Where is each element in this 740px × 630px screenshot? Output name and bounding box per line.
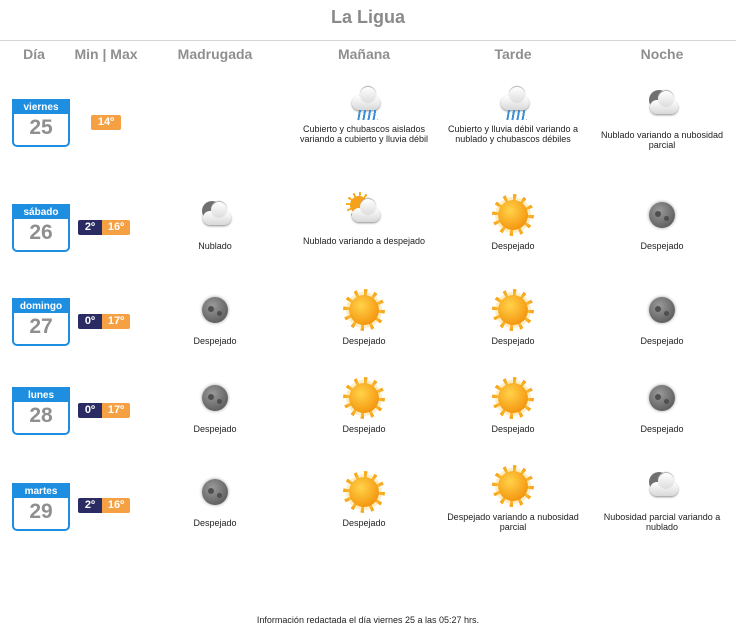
day-badge [12,204,70,252]
moon-icon [642,290,682,330]
temp-min: 2º [78,498,102,513]
day-name: sábado [14,206,68,219]
moon-icon [642,378,682,418]
temperature-range [78,403,130,418]
forecast-description: Despejado [342,424,386,434]
forecast-cell [592,378,732,434]
header-noche: Noche [640,46,684,62]
forecast-cell [294,190,434,246]
day-badge [12,387,70,435]
sun-icon [344,290,384,330]
day-number: 28 [29,404,53,427]
temperature-range [78,314,130,329]
forecast-cell [443,378,583,434]
forecast-cell [443,466,583,532]
sun-icon [344,472,384,512]
forecast-description: Despejado [342,336,386,346]
forecast-description: Nublado variando a despejado [302,236,426,246]
forecast-cell [592,84,732,150]
update-info: Información redactada el día viernes 25 a las 05:27 hrs. [256,615,480,625]
day-name: martes [14,485,68,498]
temperature-range [78,220,130,235]
cloud-rain-icon [344,78,384,118]
day-name: viernes [14,101,68,114]
forecast-cell [145,195,285,251]
cloud-rain-icon [493,78,533,118]
moon-icon [195,472,235,512]
forecast-description: Despejado [193,424,237,434]
forecast-description: Despejado [640,424,684,434]
sun-icon [493,195,533,235]
moon-icon [195,378,235,418]
forecast-description: Cubierto y chubascos aislados variando a cubierto y lluvia débil [299,124,429,144]
day-name: domingo [14,300,68,313]
forecast-description: Despejado [491,241,535,251]
day-number: 26 [29,221,53,244]
day-number: 29 [29,500,53,523]
temp-max: 17º [102,314,130,329]
day-number: 27 [29,315,53,338]
sun-icon [493,378,533,418]
forecast-description: Despejado [640,241,684,251]
forecast-cell [592,195,732,251]
temperature-range [78,115,121,130]
temp-min: 0º [78,403,102,418]
forecast-description: Despejado [193,518,237,528]
page-title: La Ligua [0,0,736,41]
day-badge [12,298,70,346]
temp-max: 16º [102,498,130,513]
forecast-cell [592,290,732,346]
forecast-description: Despejado [342,518,386,528]
forecast-cell [443,195,583,251]
forecast-description: Despejado [491,424,535,434]
forecast-cell [145,378,285,434]
forecast-description: Despejado [640,336,684,346]
header-tarde: Tarde [494,46,532,62]
day-name: lunes [14,389,68,402]
forecast-description: Despejado variando a nubosidad parcial [447,512,579,532]
moon-cloud-icon [195,195,235,235]
forecast-cell [443,78,583,144]
forecast-description: Nublado [198,241,232,251]
header-madrugada: Madrugada [177,46,253,62]
forecast-cell [294,378,434,434]
header-minmax: Min | Max [74,46,138,62]
forecast-cell [145,472,285,528]
moon-cloud-icon [642,466,682,506]
forecast-description: Cubierto y lluvia débil variando a nublado y chubascos débiles [447,124,579,144]
day-badge [12,483,70,531]
temp-max: 14º [91,115,121,130]
forecast-description: Despejado [491,336,535,346]
temp-max: 16º [102,220,130,235]
sun-icon [493,290,533,330]
temperature-range [78,498,130,513]
forecast-cell [443,290,583,346]
forecast-cell [294,472,434,528]
temp-min: 0º [78,314,102,329]
temp-min: 2º [78,220,102,235]
temp-max: 17º [102,403,130,418]
forecast-cell [145,290,285,346]
forecast-cell [592,466,732,532]
day-number: 25 [29,116,53,139]
sun-icon [493,466,533,506]
header-dia: Día [23,46,45,62]
forecast-description: Despejado [193,336,237,346]
day-badge [12,99,70,147]
sun-icon [344,378,384,418]
forecast-description: Nubosidad parcial variando a nublado [603,512,721,532]
moon-icon [195,290,235,330]
forecast-cell [294,290,434,346]
moon-icon [642,195,682,235]
forecast-cell [294,78,434,144]
forecast-description: Nublado variando a nubosidad parcial [600,130,724,150]
moon-cloud-icon [642,84,682,124]
header-manana: Mañana [337,46,391,62]
sun-cloud-icon [344,190,384,230]
